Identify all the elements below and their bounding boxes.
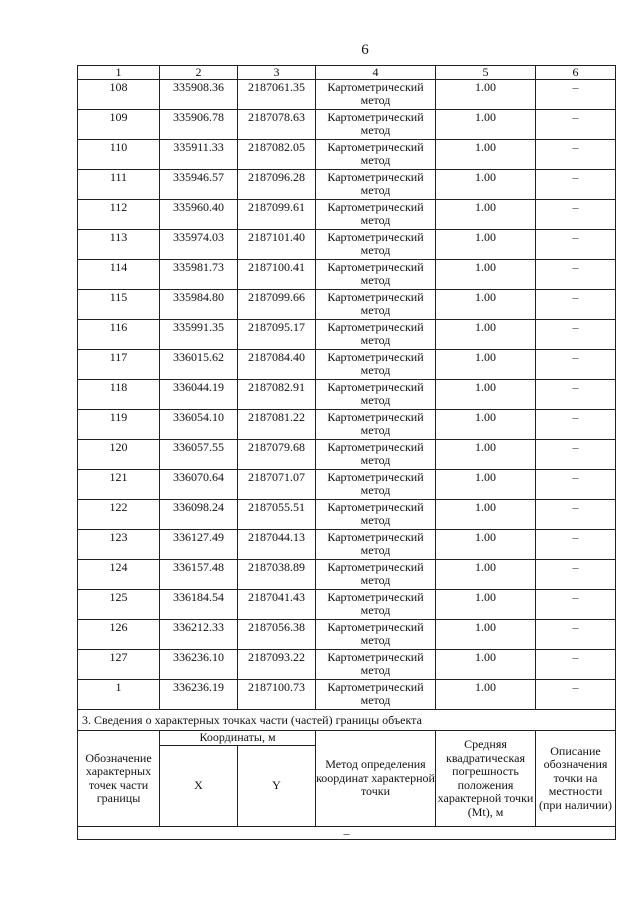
method-cell: Картометрический метод <box>316 80 436 110</box>
section-3-header-row <box>78 731 616 746</box>
description-cell: – <box>536 590 616 620</box>
point-number-cell: 117 <box>78 350 160 380</box>
table-row <box>78 80 616 110</box>
point-number-cell: 109 <box>78 110 160 140</box>
x-coordinate-cell: 336127.49 <box>160 530 238 560</box>
point-number-cell: 111 <box>78 170 160 200</box>
column-number: 4 <box>316 66 436 80</box>
method-cell: Картометрический метод <box>316 380 436 410</box>
x-coordinate-cell: 335908.36 <box>160 80 238 110</box>
table-row <box>78 230 616 260</box>
point-number-cell: 118 <box>78 380 160 410</box>
description-cell: – <box>536 560 616 590</box>
method-cell: Картометрический метод <box>316 440 436 470</box>
description-cell: – <box>536 290 616 320</box>
point-number-cell: 126 <box>78 620 160 650</box>
point-number-cell: 120 <box>78 440 160 470</box>
y-coordinate-cell: 2187101.40 <box>238 230 316 260</box>
accuracy-cell: 1.00 <box>436 560 536 590</box>
column-number: 5 <box>436 66 536 80</box>
table-row <box>78 650 616 680</box>
accuracy-header: Средняя квадратическая погрешность положения характерной точки (Mt), м <box>436 731 536 827</box>
x-coordinate-cell: 335906.78 <box>160 110 238 140</box>
table-row <box>78 290 616 320</box>
accuracy-cell: 1.00 <box>436 620 536 650</box>
x-coordinate-cell: 336054.10 <box>160 410 238 440</box>
column-number: 1 <box>78 66 160 80</box>
point-number-cell: 113 <box>78 230 160 260</box>
accuracy-cell: 1.00 <box>436 170 536 200</box>
x-coordinate-cell: 335946.57 <box>160 170 238 200</box>
point-number-cell: 124 <box>78 560 160 590</box>
y-coordinate-cell: 2187100.73 <box>238 680 316 710</box>
description-cell: – <box>536 680 616 710</box>
table-row <box>78 170 616 200</box>
y-coordinate-cell: 2187055.51 <box>238 500 316 530</box>
point-number-cell: 123 <box>78 530 160 560</box>
method-cell: Картометрический метод <box>316 650 436 680</box>
y-coordinate-cell: 2187095.17 <box>238 320 316 350</box>
method-cell: Картометрический метод <box>316 260 436 290</box>
description-cell: – <box>536 260 616 290</box>
table-row <box>78 440 616 470</box>
accuracy-cell: 1.00 <box>436 410 536 440</box>
accuracy-cell: 1.00 <box>436 380 536 410</box>
table-row <box>78 590 616 620</box>
method-cell: Картометрический метод <box>316 320 436 350</box>
page-number: 6 <box>361 42 369 58</box>
accuracy-cell: 1.00 <box>436 290 536 320</box>
accuracy-cell: 1.00 <box>436 350 536 380</box>
method-cell: Картометрический метод <box>316 350 436 380</box>
method-header: Метод определения координат характерной точки <box>316 731 436 827</box>
x-coordinate-cell: 335984.80 <box>160 290 238 320</box>
accuracy-cell: 1.00 <box>436 470 536 500</box>
method-cell: Картометрический метод <box>316 530 436 560</box>
method-cell: Картометрический метод <box>316 410 436 440</box>
x-coordinate-cell: 336044.19 <box>160 380 238 410</box>
point-number-cell: 114 <box>78 260 160 290</box>
x-coordinate-cell: 335911.33 <box>160 140 238 170</box>
accuracy-cell: 1.00 <box>436 200 536 230</box>
x-coordinate-cell: 336236.10 <box>160 650 238 680</box>
table-row <box>78 320 616 350</box>
table-row <box>78 530 616 560</box>
y-coordinate-cell: 2187082.91 <box>238 380 316 410</box>
y-coordinate-cell: 2187082.05 <box>238 140 316 170</box>
accuracy-cell: 1.00 <box>436 80 536 110</box>
x-coordinate-cell: 335960.40 <box>160 200 238 230</box>
point-number-cell: 122 <box>78 500 160 530</box>
accuracy-cell: 1.00 <box>436 650 536 680</box>
method-cell: Картометрический метод <box>316 560 436 590</box>
method-cell: Картометрический метод <box>316 620 436 650</box>
x-coordinate-cell: 335991.35 <box>160 320 238 350</box>
description-cell: – <box>536 230 616 260</box>
point-number-cell: 112 <box>78 200 160 230</box>
description-cell: – <box>536 500 616 530</box>
method-cell: Картометрический метод <box>316 110 436 140</box>
x-coordinate-cell: 336184.54 <box>160 590 238 620</box>
method-cell: Картометрический метод <box>316 680 436 710</box>
y-coordinate-cell: 2187061.35 <box>238 80 316 110</box>
y-coordinate-cell: 2187041.43 <box>238 590 316 620</box>
y-coordinate-cell: 2187081.22 <box>238 410 316 440</box>
accuracy-cell: 1.00 <box>436 590 536 620</box>
accuracy-cell: 1.00 <box>436 320 536 350</box>
point-number-cell: 115 <box>78 290 160 320</box>
section-title: 3. Сведения о характерных точках части (частей) границы объекта <box>78 710 616 731</box>
method-cell: Картометрический метод <box>316 230 436 260</box>
y-header: Y <box>238 746 316 827</box>
y-coordinate-cell: 2187100.41 <box>238 260 316 290</box>
accuracy-cell: 1.00 <box>436 260 536 290</box>
column-number: 2 <box>160 66 238 80</box>
description-cell: – <box>536 530 616 560</box>
description-cell: – <box>536 380 616 410</box>
description-header: Описание обозначения точки на местности (при наличии) <box>536 731 616 827</box>
description-cell: – <box>536 440 616 470</box>
method-cell: Картометрический метод <box>316 590 436 620</box>
point-number-cell: 119 <box>78 410 160 440</box>
x-header: X <box>160 746 238 827</box>
accuracy-cell: 1.00 <box>436 500 536 530</box>
y-coordinate-cell: 2187038.89 <box>238 560 316 590</box>
description-cell: – <box>536 350 616 380</box>
method-cell: Картометрический метод <box>316 500 436 530</box>
description-cell: – <box>536 80 616 110</box>
description-cell: – <box>536 200 616 230</box>
description-cell: – <box>536 320 616 350</box>
table-row <box>78 560 616 590</box>
column-number: 6 <box>536 66 616 80</box>
table-row <box>78 680 616 710</box>
section-3-empty-row <box>78 827 616 840</box>
column-number-row <box>78 66 616 80</box>
table-row <box>78 410 616 440</box>
coordinates-table <box>77 65 616 840</box>
table-row <box>78 350 616 380</box>
designation-header: Обозначение характерных точек части границы <box>78 731 160 827</box>
accuracy-cell: 1.00 <box>436 680 536 710</box>
y-coordinate-cell: 2187093.22 <box>238 650 316 680</box>
accuracy-cell: 1.00 <box>436 110 536 140</box>
x-coordinate-cell: 336212.33 <box>160 620 238 650</box>
y-coordinate-cell: 2187071.07 <box>238 470 316 500</box>
x-coordinate-cell: 336070.64 <box>160 470 238 500</box>
point-number-cell: 110 <box>78 140 160 170</box>
y-coordinate-cell: 2187096.28 <box>238 170 316 200</box>
point-number-cell: 1 <box>78 680 160 710</box>
point-number-cell: 121 <box>78 470 160 500</box>
description-cell: – <box>536 470 616 500</box>
point-number-cell: 108 <box>78 80 160 110</box>
y-coordinate-cell: 2187044.13 <box>238 530 316 560</box>
point-number-cell: 116 <box>78 320 160 350</box>
x-coordinate-cell: 336157.48 <box>160 560 238 590</box>
y-coordinate-cell: 2187078.63 <box>238 110 316 140</box>
y-coordinate-cell: 2187099.66 <box>238 290 316 320</box>
empty-value: – <box>78 827 616 840</box>
x-coordinate-cell: 336236.19 <box>160 680 238 710</box>
description-cell: – <box>536 170 616 200</box>
description-cell: – <box>536 650 616 680</box>
table-row <box>78 110 616 140</box>
y-coordinate-cell: 2187084.40 <box>238 350 316 380</box>
table-row <box>78 470 616 500</box>
description-cell: – <box>536 110 616 140</box>
method-cell: Картометрический метод <box>316 170 436 200</box>
section-3-title-row <box>78 710 616 731</box>
description-cell: – <box>536 140 616 170</box>
table-row <box>78 200 616 230</box>
point-number-cell: 127 <box>78 650 160 680</box>
x-coordinate-cell: 336098.24 <box>160 500 238 530</box>
coordinates-header: Координаты, м <box>160 731 316 746</box>
table-row <box>78 140 616 170</box>
method-cell: Картометрический метод <box>316 470 436 500</box>
table-row <box>78 380 616 410</box>
column-number: 3 <box>238 66 316 80</box>
accuracy-cell: 1.00 <box>436 140 536 170</box>
table-row <box>78 260 616 290</box>
accuracy-cell: 1.00 <box>436 440 536 470</box>
method-cell: Картометрический метод <box>316 200 436 230</box>
x-coordinate-cell: 336057.55 <box>160 440 238 470</box>
accuracy-cell: 1.00 <box>436 530 536 560</box>
method-cell: Картометрический метод <box>316 290 436 320</box>
y-coordinate-cell: 2187079.68 <box>238 440 316 470</box>
table-row <box>78 620 616 650</box>
point-number-cell: 125 <box>78 590 160 620</box>
description-cell: – <box>536 620 616 650</box>
description-cell: – <box>536 410 616 440</box>
method-cell: Картометрический метод <box>316 140 436 170</box>
y-coordinate-cell: 2187056.38 <box>238 620 316 650</box>
x-coordinate-cell: 335974.03 <box>160 230 238 260</box>
y-coordinate-cell: 2187099.61 <box>238 200 316 230</box>
x-coordinate-cell: 336015.62 <box>160 350 238 380</box>
x-coordinate-cell: 335981.73 <box>160 260 238 290</box>
table-row <box>78 500 616 530</box>
accuracy-cell: 1.00 <box>436 230 536 260</box>
